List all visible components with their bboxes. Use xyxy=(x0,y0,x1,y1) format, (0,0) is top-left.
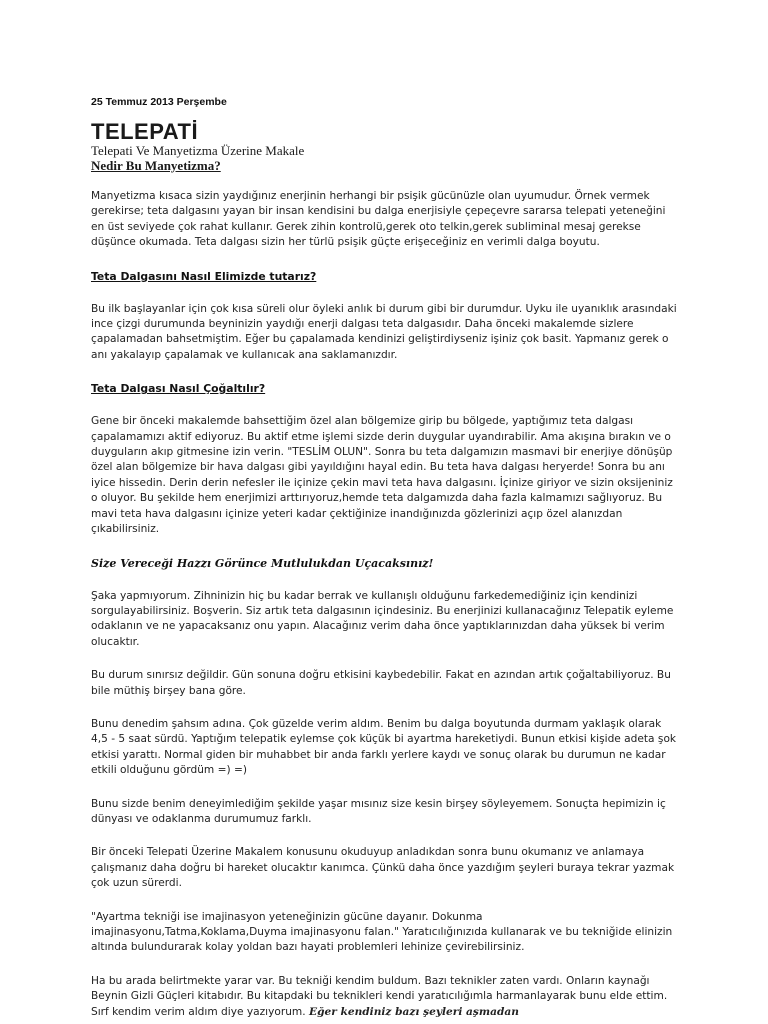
post-question: Nedir Bu Manyetizma? xyxy=(91,158,221,173)
paragraph-1: Bu ilk başlayanlar için çok kısa süreli olur öyleki anlık bi durum gibi bir durumdur. Uyku ile uyanıklık arasındaki ince çizgi durumunda beyninizin yaydığı enerji dalgası teta dalgasıdır. Daha önceki makalemde sizlere çapalamadan bahsetmiştim. Eğer bu çapalamada kendinizi geliştirdiyseniz işiniz çok basit. Yapmanız gerek o anı yakalayıp çapalamak ve kullanıcak ana saklamanızdır. xyxy=(91,302,677,361)
section-heading-3: Size Vereceği Hazzı Görünce Mutlulukdan Uçacaksınız! xyxy=(91,556,434,570)
section-heading-1: Teta Dalgasını Nasıl Elimizde tutarız? xyxy=(91,269,317,283)
paragraph-4: Bu durum sınırsız değildir. Gün sonuna doğru etkisini kaybedebilir. Fakat en azından artık çoğaltabiliyoruz. Bu bile müthiş birşey bana göre. xyxy=(91,669,671,697)
paragraph-9-text: Ha bu arada belirtmekte yarar var. Bu tekniği kendim buldum. Bazı teknikler zaten vardı. Onların kaynağı Beynin Gizli Güçleri kitabıdır. Bu kitapdaki bu teknikleri kendi yaratıcılığımla harmanlayarak bunu elde ettim. Sırf kendim verim aldım diye yazıyorum. xyxy=(91,974,668,1018)
paragraph-9-emphasis: Eğer kendiniz bazı şeyleri aşmadan xyxy=(309,1005,519,1018)
post-subtitle: Telepati Ve Manyetizma Üzerine Makale xyxy=(91,143,305,158)
paragraph-6: Bunu sizde benim deneyimlediğim şekilde yaşar mısınız size kesin birşey söyleyemem. Sonuçta hepimizin iç dünyası ve odaklanma durumumuz farklı. xyxy=(91,797,666,825)
section-heading-2: Teta Dalgası Nasıl Çoğaltılır? xyxy=(91,382,266,396)
paragraph-7: Bir önceki Telepati Üzerine Makalem konusunu okuduyup anladıkdan sonra bunu okumanız ve anlamaya çalışmanız daha doğru bi hareket olucaktır kanımca. Çünkü daha önce yazdığım şeyleri buraya tekrar yazmak çok uzun sürerdi. xyxy=(91,846,675,890)
post-date: 25 Temmuz 2013 Perşembe xyxy=(91,96,227,108)
blog-post xyxy=(91,96,681,1020)
paragraph-5: Bunu denedim şahsım adına. Çok güzelde verim aldım. Benim bu dalga boyutunda durmam yaklaşık olarak 4,5 - 5 saat sürdü. Yaptığım telepatik eylemse çok küçük bi ayartma hareketiydi. Bunun etkisi kişide adeta şok etkisi yarattı. Normal giden bir muhabbet bir anda farklı yerlere kaydı ve sonuç olarak bu durumun ne kadar etkili olduğunu gördüm =) =) xyxy=(91,717,677,777)
paragraph-2: Gene bir önceki makalemde bahsettiğim özel alan bölgemize girip bu bölgede, yaptığımız teta dalgası çapalamamızı aktif ediyoruz. Bu aktif etme işlemi sizde derin duygular uyandırabilir. Ama akışına bırakın ve o duyguların akıp gitmesine izin verin. "TESLİM OLUN". Sonra bu teta dalgamızın masmavi bir enerjiye dönüşüp özel alan bölgemize bir hava dalgası gibi yayıldığını hayal edin. Bu teta hava dalgası heryerde! Sonra bu anı iyice hissedin. Derin derin nefesler ile içinize çekin mavi teta hava dalgasını. İçinize giriyor ve sizin oksijeniniz o oluyor. Bu şekilde hem enerjimizi arttırıyoruz,hemde teta dalgamızda daha fazla kalmamızı sağlıyoruz. Bu mavi teta hava dalgasını içinize yeteri kadar çektiğinize inandığınızda gözlerinizi açıp özel alanızdan çıkabilirsiniz. xyxy=(91,415,673,536)
paragraph-3: Şaka yapmıyorum. Zihninizin hiç bu kadar berrak ve kullanışlı olduğunu farkedemediğiniz için kendinizi sorgulayabilirsiniz. Boşverin. Siz artık teta dalgasının içindesiniz. Bu enerjinizi kullanacağınız Telepatik eyleme odaklanın ve ne yapacaksanız onu yapın. Alacağınız verim daha önce yaptıklarınızdan daha yüksek bi verim olucaktır. xyxy=(91,589,674,648)
post-title: TELEPATİ xyxy=(91,119,199,144)
paragraph-9 xyxy=(91,974,681,1020)
paragraph-8: "Ayartma tekniği ise imajinasyon yeteneğinizin gücüne dayanır. Dokunma imajinasyonu,Tatma,Koklama,Duyma imajinasyonu falan." Yaratıcılığınızıda kullanarak ve bu tekniğide elinizin altında bulundurarak kolay yoldan bazı hayati problemleri lehinize çevirebilirsiniz. xyxy=(91,910,673,954)
intro-paragraph: Manyetizma kısaca sizin yaydığınız enerjinin herhangi bir psişik gücünüzle olan uyumudur. Örnek vermek gerekirse; teta dalgasını yayan bir insan kendisini bu dalga enerjisiyle çepeçevre sararsa telepati yeteneğini en üst seviyede çok rahat kullanır. Gerek zihin kontrolü,gerek oto telkin,gerek subliminal mesaj gerekse düşünce okumada. Teta dalgası sizin her türlü psişik güçte erişeceğiniz en verimli dalga boyutu. xyxy=(91,190,666,249)
